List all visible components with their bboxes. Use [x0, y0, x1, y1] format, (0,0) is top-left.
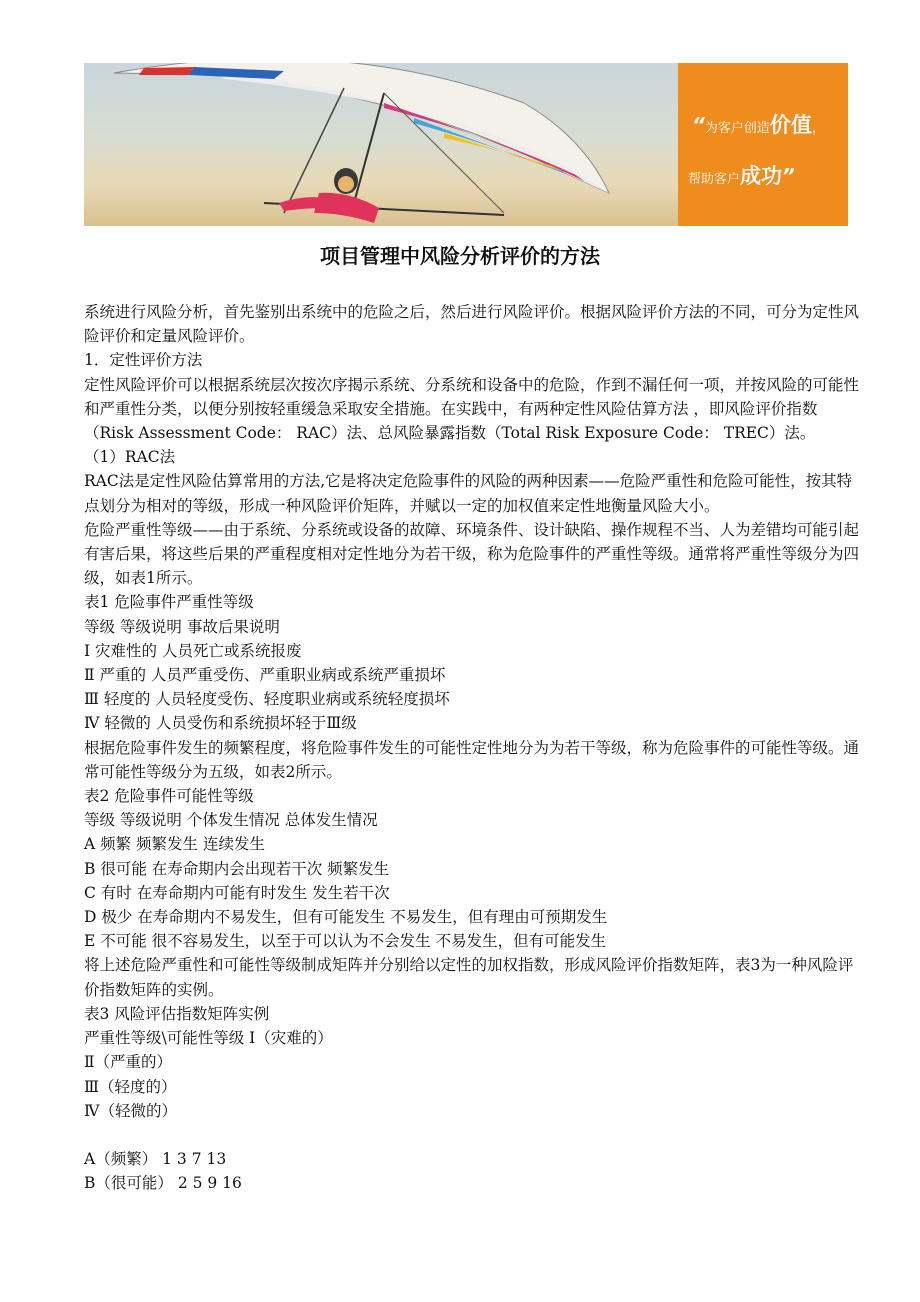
slogan-line-1: “为客户创造价值，: [692, 113, 825, 137]
paragraph: 将上述危险严重性和可能性等级制成矩阵并分别给以定性的加权指数，形成风险评价指数矩阵，表3为一种风险评价指数矩阵的实例。: [84, 956, 854, 999]
document-body: [84, 300, 860, 1195]
table-row: D 极少 在寿命期内不易发生，但有可能发生 不易发生，但有理由可预期发生: [84, 908, 608, 927]
matrix-row: A（频繁） 1 3 7 13: [84, 1149, 227, 1168]
paragraph: 定性风险评价可以根据系统层次按次序揭示系统、分系统和设备中的危险，作到不漏任何一项，并按风险的可能性和严重性分类，以便分别按轻重缓急采取安全措施。在实践中，有两种定性风险估算方法 ，即风险评价指数（Risk Assessment Code： RAC）法、总风险暴露指数（Total Risk Exposure Code： TREC）法。: [84, 375, 860, 443]
matrix-row: B（很可能） 2 5 9 16: [84, 1174, 242, 1193]
hang-glider-illustration: [84, 63, 678, 226]
header-banner: [84, 63, 848, 226]
table-row: 等级 等级说明 个体发生情况 总体发生情况: [84, 811, 378, 830]
spacer: [84, 1123, 860, 1147]
slogan-line-2: 帮助客户成功”: [688, 164, 795, 188]
table-caption: 表2 危险事件可能性等级: [84, 787, 254, 806]
paragraph: 系统进行风险分析，首先鉴别出系统中的危险之后，然后进行风险评价。根据风险评价方法的不同，可分为定性风险评价和定量风险评价。: [84, 303, 860, 346]
table-row: Ⅳ（轻微的）: [84, 1101, 177, 1120]
section-heading: 1．定性评价方法: [84, 351, 203, 370]
table-row: 严重性等级\可能性等级 Ⅰ（灾难的）: [84, 1029, 333, 1048]
table-row: A 频繁 频繁发生 连续发生: [84, 835, 265, 854]
table-row: Ⅱ（严重的）: [84, 1053, 173, 1072]
hang-glider-photo: [84, 63, 678, 226]
paragraph: 危险严重性等级——由于系统、分系统或设备的故障、环境条件、设计缺陷、操作规程不当、人为差错均可能引起有害后果，将这些后果的严重程度相对定性地分为若干级，称为危险事件的严重性等级。通常将严重性等级分为四级，如表1所示。: [84, 520, 860, 588]
table-row: 等级 等级说明 事故后果说明: [84, 617, 280, 636]
table-row: Ⅱ 严重的 人员严重受伤、严重职业病或系统严重损坏: [84, 666, 446, 685]
table-row: E 不可能 很不容易发生，以至于可以认为不会发生 不易发生，但有可能发生: [84, 932, 607, 951]
document-title: 项目管理中风险分析评价的方法: [320, 244, 600, 268]
table-row: B 很可能 在寿命期内会出现若干次 频繁发生: [84, 859, 390, 878]
table-caption: 表1 危险事件严重性等级: [84, 593, 254, 612]
table-row: Ⅰ 灾难性的 人员死亡或系统报废: [84, 641, 302, 660]
table-row: Ⅲ 轻度的 人员轻度受伤、轻度职业病或系统轻度损坏: [84, 690, 450, 709]
table-row: Ⅲ（轻度的）: [84, 1077, 177, 1096]
subsection-heading: （1）RAC法: [84, 448, 176, 467]
table-row: Ⅳ 轻微的 人员受伤和系统损坏轻于Ⅲ级: [84, 714, 357, 733]
table-row: C 有时 在寿命期内可能有时发生 发生若干次: [84, 883, 390, 902]
table-caption: 表3 风险评估指数矩阵实例: [84, 1004, 270, 1023]
paragraph: 根据危险事件发生的频繁程度，将危险事件发生的可能性定性地分为为若干等级，称为危险事件的可能性等级。通常可能性等级分为五级，如表2所示。: [84, 738, 860, 781]
paragraph: RAC法是定性风险估算常用的方法,它是将决定危险事件的风险的两种因素——危险严重性和危险可能性，按其特点划分为相对的等级，形成一种风险评价矩阵，并赋以一定的加权值来定性地衡量风险大小。: [84, 472, 853, 515]
slogan-panel: [678, 63, 848, 226]
